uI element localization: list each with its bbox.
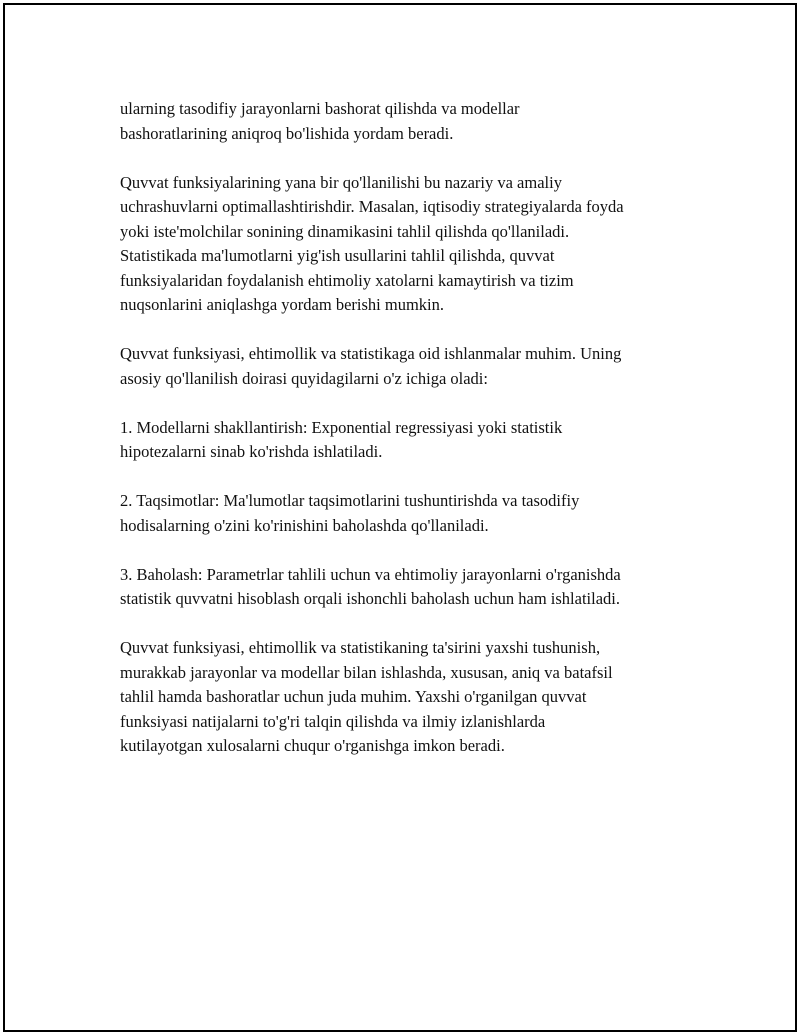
paragraph bbox=[120, 636, 700, 759]
text-line: Quvvat funksiyasi, ehtimollik va statistikaning ta'sirini yaxshi tushunish, bbox=[120, 638, 601, 657]
document-page bbox=[3, 3, 797, 1032]
text-line: statistik quvvatni hisoblash orqali ishonchli baholash uchun ham ishlatiladi. bbox=[120, 589, 620, 608]
text-line: hipotezalarni sinab ko'rishda ishlatiladi. bbox=[120, 442, 383, 461]
text-line: hodisalarning o'zini ko'rinishini baholashda qo'llaniladi. bbox=[120, 515, 489, 535]
text-line: 2. Taqsimotlar: Ma'lumotlar taqsimotlarini tushuntirishda va tasodifiy bbox=[120, 491, 580, 510]
list-item bbox=[120, 563, 700, 612]
document-body bbox=[120, 97, 700, 783]
text-line: yoki iste'molchilar sonining dinamikasini tahlil qilishda qo'llaniladi. bbox=[120, 221, 570, 241]
paragraph bbox=[120, 342, 700, 391]
text-line: funksiyalaridan foydalanish ehtimoliy xatolarni kamaytirish va tizim bbox=[120, 270, 574, 290]
paragraph bbox=[120, 171, 700, 318]
text-line: kutilayotgan xulosalarni chuqur o'rganishga imkon beradi. bbox=[120, 736, 505, 755]
text-line: Quvvat funksiyasi, ehtimollik va statistikaga oid ishlanmalar muhim. Uning bbox=[120, 344, 622, 363]
paragraph bbox=[120, 97, 700, 146]
text-line: bashoratlarining aniqroq bo'lishida yordam beradi. bbox=[120, 123, 454, 143]
text-line: funksiyasi natijalarni to'g'ri talqin qilishda va ilmiy izlanishlarda bbox=[120, 711, 546, 731]
text-line: 3. Baholash: Parametrlar tahlili uchun va ehtimoliy jarayonlarni o'rganishda bbox=[120, 564, 621, 584]
text-line: ularning tasodifiy jarayonlarni bashorat qilishda va modellar bbox=[120, 99, 520, 118]
text-line: uchrashuvlarni optimallashtirishdir. Masalan, iqtisodiy strategiyalarda foyda bbox=[120, 197, 624, 216]
text-line: nuqsonlarini aniqlashga yordam berishi mumkin. bbox=[120, 295, 444, 314]
text-line: 1. Modellarni shakllantirish: Exponential regressiyasi yoki statistik bbox=[120, 417, 563, 437]
list-item bbox=[120, 489, 700, 538]
text-line: tahlil hamda bashoratlar uchun juda muhim. Yaxshi o'rganilgan quvvat bbox=[120, 687, 587, 706]
text-line: asosiy qo'llanilish doirasi quyidagilarni o'z ichiga oladi: bbox=[120, 368, 488, 388]
text-line: Statistikada ma'lumotlarni yig'ish usullarini tahlil qilishda, quvvat bbox=[120, 246, 555, 265]
list-item bbox=[120, 416, 700, 465]
text-line: murakkab jarayonlar va modellar bilan ishlashda, xususan, aniq va batafsil bbox=[120, 662, 613, 682]
text-line: Quvvat funksiyalarining yana bir qo'llanilishi bu nazariy va amaliy bbox=[120, 172, 562, 192]
